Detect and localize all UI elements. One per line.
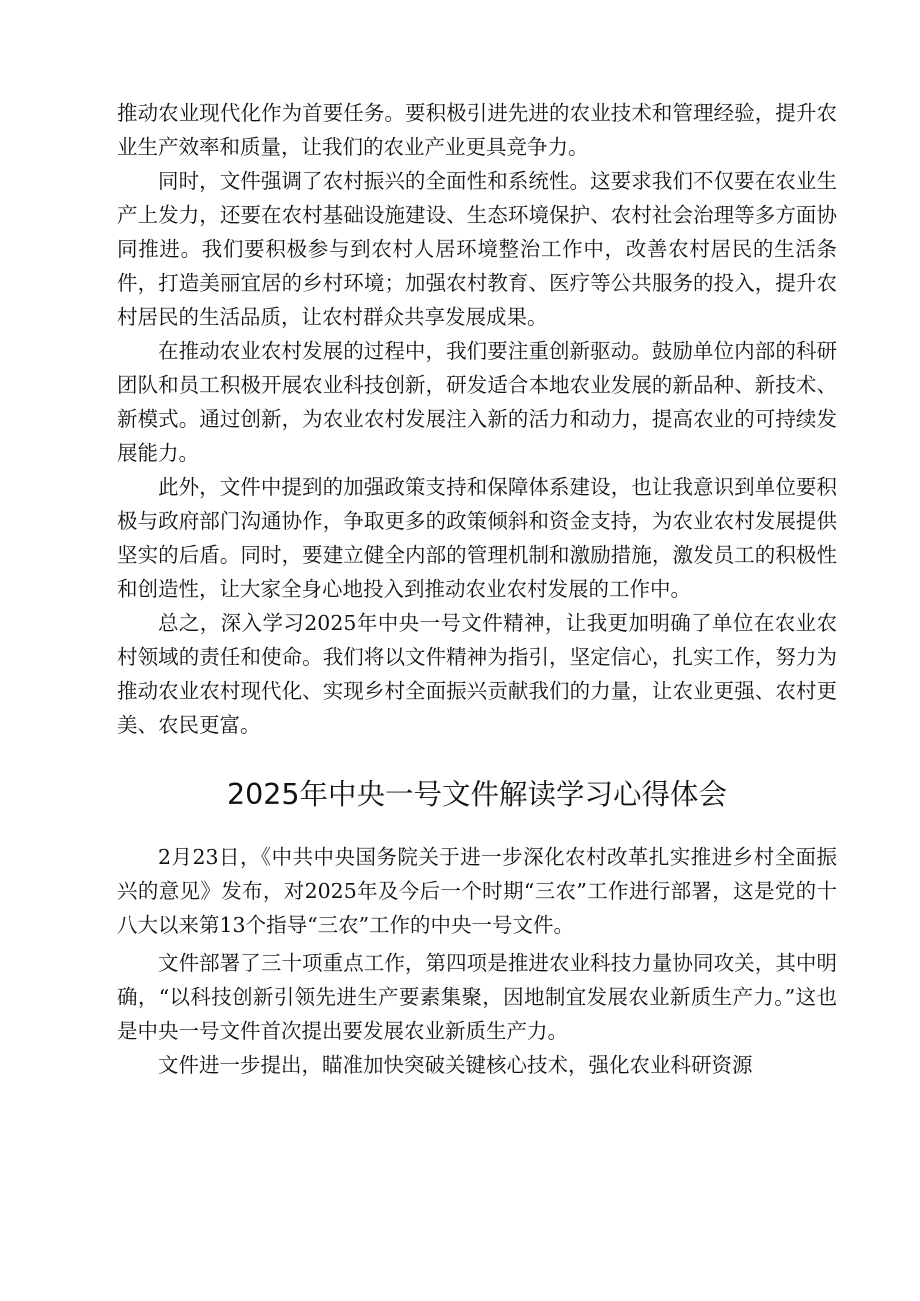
document-body bbox=[117, 96, 837, 1082]
paragraph: 文件部署了三十项重点工作，第四项是推进农业科技力量协同攻关，其中明确，“以科技创新引领先进生产要素集聚，因地制宜发展农业新质生产力。”这也是中央一号文件首次提出要发展农业新质生产力。 bbox=[117, 951, 837, 1043]
paragraph: 推动农业现代化作为首要任务。要积极引进先进的农业技术和管理经验，提升农业生产效率和质量，让我们的农业产业更具竞争力。 bbox=[117, 101, 837, 159]
paragraph: 此外，文件中提到的加强政策支持和保障体系建设，也让我意识到单位要积极与政府部门沟通协作，争取更多的政策倾斜和资金支持，为农业农村发展提供坚实的后盾。同时，要建立健全内部的管理机制和激励措施，激发员工的积极性和创造性，让大家全身心地投入到推动农业农村发展的工作中。 bbox=[117, 475, 837, 601]
section-title: 2025年中央一号文件解读学习心得体会 bbox=[226, 778, 728, 811]
paragraph: 在推动农业农村发展的过程中，我们要注重创新驱动。鼓励单位内部的科研团队和员工积极开展农业科技创新，研发适合本地农业发展的新品种、新技术、新模式。通过创新，为农业农村发展注入新的活力和动力，提高农业的可持续发展能力。 bbox=[117, 339, 837, 465]
paragraph: 文件进一步提出，瞄准加快突破关键核心技术，强化农业科研资源 bbox=[158, 1053, 753, 1077]
paragraph: 2月23日，《中共中央国务院关于进一步深化农村改革扎实推进乡村全面振兴的意见》发布，对2025年及今后一个时期“三农”工作进行部署，这是党的十八大以来第13个指导“三农”工作的中央一号文件。 bbox=[117, 845, 837, 937]
paragraph: 总之，深入学习2025年中央一号文件精神，让我更加明确了单位在农业农村领域的责任和使命。我们将以文件精神为指引，坚定信心，扎实工作，努力为推动农业农村现代化、实现乡村全面振兴贡献我们的力量，让农业更强、农村更美、农民更富。 bbox=[117, 611, 837, 737]
paragraph: 同时，文件强调了农村振兴的全面性和系统性。这要求我们不仅要在农业生产上发力，还要在农村基础设施建设、生态环境保护、农村社会治理等多方面协同推进。我们要积极参与到农村人居环境整治工作中，改善农村居民的生活条件，打造美丽宜居的乡村环境；加强农村教育、医疗等公共服务的投入，提升农村居民的生活品质，让农村群众共享发展成果。 bbox=[117, 169, 837, 329]
